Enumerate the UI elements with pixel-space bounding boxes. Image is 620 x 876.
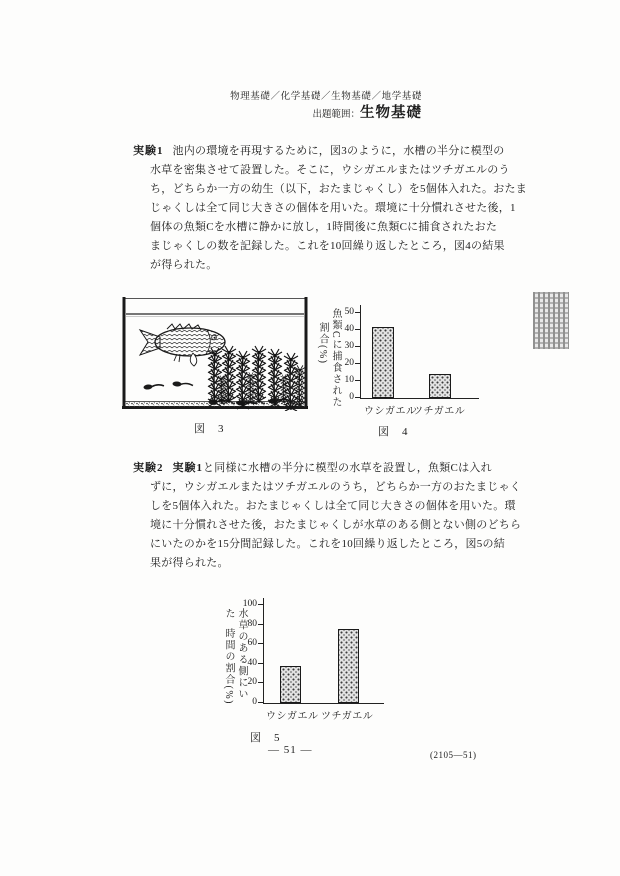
y-tick-mark [355,346,360,347]
y-tick-label: 0 [349,392,354,402]
fish-tank-figure [121,297,309,411]
paragraph-line: にいたのかを15分間記録した。これを10回繰り返したところ，図5の結 [150,538,505,550]
paragraph-text: と同様に水槽の半分に模型の水草を設置し，魚類Cは入れ [203,462,492,474]
paragraph-line [133,142,527,161]
y-tick-mark [355,380,360,381]
bar-ツチガエル [338,629,359,703]
y-tick-mark [258,624,263,625]
paragraph-line: 果が得られた。 [150,557,229,569]
experiment2-paragraph [133,459,521,573]
water-line [126,314,304,317]
subjects-line: 物理基礎／化学基礎／生物基礎／地学基礎 [230,92,422,102]
paragraph-line: 個体の魚類Cを水槽に静かに放し，1時間後に魚類Cに捕食されたおた [150,221,498,233]
scope-line [230,106,422,122]
category-label: ツチガエル [321,711,374,722]
y-tick-label: 40 [344,324,354,334]
y-tick-label: 20 [344,358,354,368]
y-axis-label-column: 水草のある側にいた [223,608,247,700]
scope-subject: 生物基礎 [360,105,422,121]
bar-ツチガエル [429,374,451,398]
experiment1-paragraph [133,142,527,275]
y-tick-label: 0 [252,697,257,707]
booklet-code: (2105—51) [430,750,477,760]
y-tick-mark [355,312,360,313]
figure5-chart [204,598,399,748]
y-tick-label: 20 [247,677,257,688]
paragraph-line: じゃくしは全て同じ大きさの個体を用いた。環境に十分慣れさせた後，1 [150,202,516,214]
experiment1-label: 実験1 [133,145,164,157]
paragraph-text: 池内の環境を再現するために，図3のように，水槽の半分に模型の [172,145,505,157]
y-tick-label: 100 [242,599,257,609]
paragraph-line: ち，どちらか一方の幼生（以下，おたまじゃくし）を5個体入れた。おたま [150,183,527,195]
y-tick-mark [258,604,263,605]
y-tick-mark [258,702,263,703]
paragraph-line: が得られた。 [150,259,218,271]
category-label: ウシガエル [364,406,417,417]
y-axis-label-column: 魚類Cに捕食された [330,308,341,409]
figure4-caption: 図 4 [378,426,409,438]
page-header [230,90,422,122]
y-tick-mark [258,643,263,644]
paragraph-line: ずに，ウシガエルまたはツチガエルのうち，どちらか一方のおたまじゃく [150,481,522,493]
y-tick-label: 30 [344,341,354,351]
y-tick-mark [258,663,263,664]
y-tick-label: 60 [247,638,257,649]
paragraph-line [133,459,521,478]
y-tick-label: 40 [247,657,257,668]
figure5-caption: 図 5 [250,732,281,744]
y-tick-mark [355,363,360,364]
paragraph-line: 境に十分慣れさせた後，おたまじゃくしが水草のある側とない側のどちら [150,519,522,531]
paragraph-line: 水草を密集させて設置した。そこに，ウシガエルまたはツチガエルのう [150,164,510,176]
category-label: ウシガエル [266,711,319,722]
page-number: — 51 — [268,744,313,756]
bar-ウシガエル [372,327,394,398]
y-tick-label: 80 [247,618,257,629]
scope-label: 出題範囲： [312,110,360,120]
fish-icon [140,324,225,366]
paragraph-line: まじゃくしの数を記録した。これを10回繰り返したところ，図4の結果 [150,240,505,252]
figure5-plot-area [242,598,384,722]
scan-artifact-stamp [533,292,569,349]
y-axis-label-column: 時間の割合(%) [223,627,234,705]
y-tick-mark [355,397,360,398]
bar-ウシガエル [280,666,301,703]
figure3-caption: 図 3 [194,423,225,435]
y-tick-label: 50 [344,307,354,317]
category-label: ツチガエル [413,406,466,417]
y-tick-mark [258,682,263,683]
y-tick-mark [355,329,360,330]
y-tick-label: 10 [344,375,354,385]
figure4-plot-area [344,305,479,417]
experiment1-reference: 実験1 [172,462,203,474]
y-axis-label-column: 割合(%) [317,322,328,365]
paragraph-line: しを5個体入れた。おたまじゃくしは全て同じ大きさの個体を用いた。環 [150,500,516,512]
experiment2-label: 実験2 [133,462,164,474]
